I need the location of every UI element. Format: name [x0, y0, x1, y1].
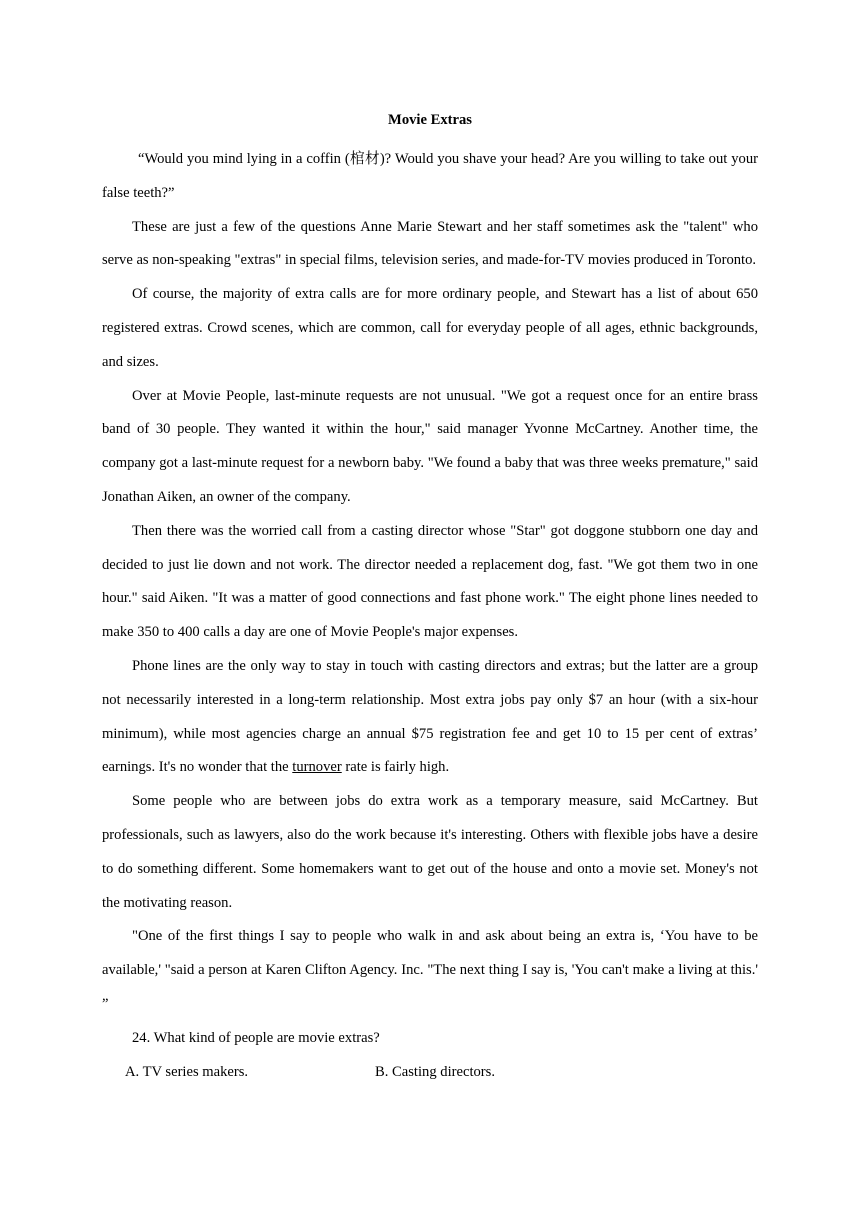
answer-options — [102, 1056, 758, 1090]
paragraph-6-text: Phone lines are the only way to stay in touch with casting directors and extras; but the latter are a group not necessarily interested in a long-term relationship. Most extra jobs pay only $7 an hour (with a six-hour minimum), while most agencies charge an annual $75 registration fee and get 10 to 15 per cent of extras’ earnings. It's no wonder that the — [102, 657, 758, 776]
option-a: A. TV series makers. — [125, 1063, 249, 1080]
paragraph-6 — [102, 650, 758, 785]
paragraph-6-end: rate is fairly high. — [341, 759, 450, 776]
paragraph-4: Over at Movie People, last-minute requests are not unusual. "We got a request once for an entire brass band of 30 people. They wanted it within the hour," said manager Yvonne McCartney. Another time, the company got a last-minute request for a newborn baby. "We found a baby that was three weeks premature," said Jonathan Aiken, an owner of the company. — [102, 387, 758, 505]
paragraph-3: Of course, the majority of extra calls are for more ordinary people, and Stewart has a list of about 650 registered extras. Crowd scenes, which are common, call for everyday people of all ages, ethnic backgrounds, and sizes. — [102, 286, 758, 370]
option-b: B. Casting directors. — [375, 1063, 495, 1080]
paragraph-5: Then there was the worried call from a casting director whose "Star" got doggone stubborn one day and decided to just lie down and not work. The director needed a replacement dog, fast. "We got them two in one hour." said Aiken. "It was a matter of good connections and fast phone work." The eight phone lines needed to make 350 to 400 calls a day are one of Movie People's major expenses. — [102, 522, 758, 641]
article-body — [102, 143, 758, 1090]
paragraph-1: “Would you mind lying in a coffin (棺材)? Would you shave your head? Are you willing to take out your false teeth?” — [102, 151, 758, 201]
article-title: Movie Extras — [388, 112, 472, 128]
paragraph-7: Some people who are between jobs do extra work as a temporary measure, said McCartney. But professionals, such as lawyers, also do the work because it's interesting. Others with flexible jobs have a desire to do something different. Some homemakers want to get out of the house and onto a movie set. Money's not the motivating reason. — [102, 793, 758, 911]
paragraph-8: "One of the first things I say to people who walk in and ask about being an extra is, ‘You have to be available,' "said a person at Karen Clifton Agency. Inc. "The next thing I say is, 'You can't make a living at this.' ” — [102, 928, 758, 1012]
question-24: 24. What kind of people are movie extras? — [132, 1029, 380, 1046]
underlined-word: turnover — [292, 759, 342, 776]
paragraph-2: These are just a few of the questions Anne Marie Stewart and her staff sometimes ask the "talent" who serve as non-speaking "extras" in special films, television series, and made-for-TV movies produced in Toronto. — [102, 218, 758, 269]
